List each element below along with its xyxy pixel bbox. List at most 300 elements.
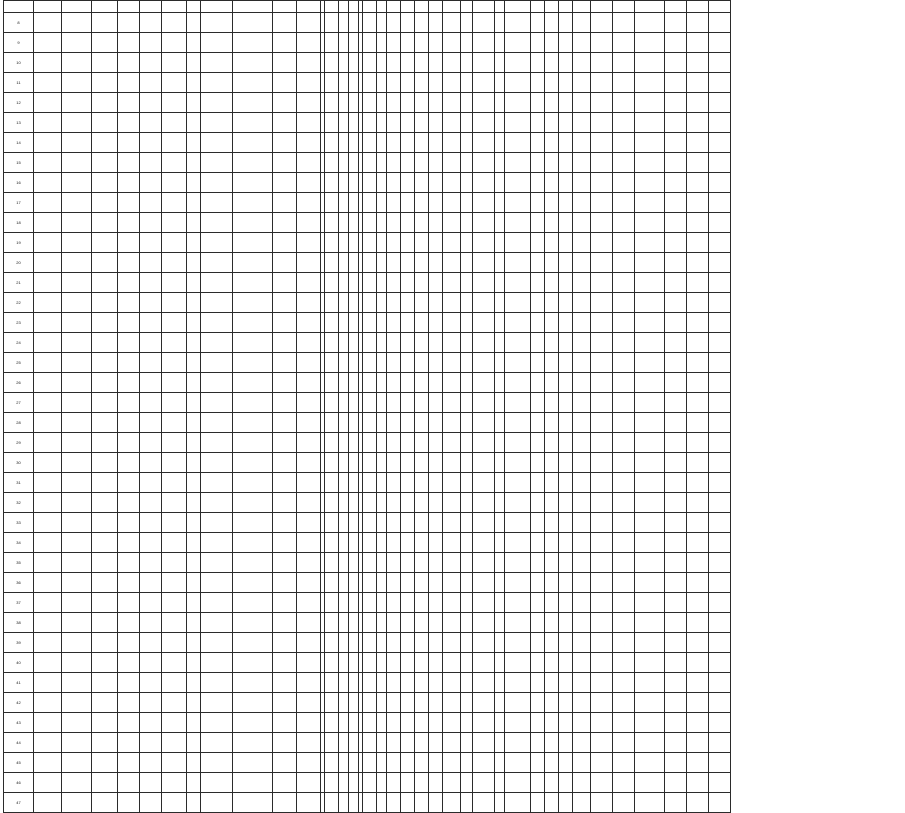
table-cell: [613, 433, 635, 453]
table-cell: [443, 353, 461, 373]
table-cell: [118, 273, 140, 293]
table-cell: [349, 53, 359, 73]
table-cell: [118, 533, 140, 553]
table-cell: [401, 1, 415, 13]
table-cell: [297, 1, 321, 13]
table-cell: [545, 153, 559, 173]
table-cell: [233, 193, 273, 213]
table-cell: [349, 233, 359, 253]
table-cell: [377, 653, 387, 673]
table-cell: [34, 593, 62, 613]
table-cell: [559, 333, 573, 353]
table-cell: [495, 193, 505, 213]
table-cell: [415, 13, 429, 33]
table-cell: [461, 33, 473, 53]
table-cell: [349, 293, 359, 313]
table-cell: [297, 173, 321, 193]
table-cell: [162, 93, 187, 113]
table-cell: [635, 713, 665, 733]
table-cell: [709, 493, 731, 513]
table-cell: [531, 733, 545, 753]
table-cell: [495, 633, 505, 653]
table-cell: [325, 793, 339, 813]
table-row: [4, 13, 731, 33]
table-cell: [461, 253, 473, 273]
table-cell: [443, 213, 461, 233]
table-cell: [187, 533, 201, 553]
table-cell: [709, 113, 731, 133]
table-cell: [325, 73, 339, 93]
table-cell: [591, 153, 613, 173]
table-cell: [92, 293, 118, 313]
table-cell: [349, 73, 359, 93]
table-cell: [140, 53, 162, 73]
table-cell: 22: [4, 293, 34, 313]
table-cell: [62, 253, 92, 273]
table-cell: [349, 33, 359, 53]
table-cell: [273, 93, 297, 113]
table-cell: [325, 473, 339, 493]
table-cell: [613, 133, 635, 153]
table-cell: [415, 353, 429, 373]
table-cell: [443, 413, 461, 433]
table-cell: [339, 653, 349, 673]
table-cell: [34, 633, 62, 653]
table-cell: [339, 573, 349, 593]
table-cell: [531, 713, 545, 733]
table-cell: [118, 613, 140, 633]
table-cell: [591, 213, 613, 233]
table-cell: [162, 153, 187, 173]
table-cell: [387, 1, 401, 13]
table-cell: [339, 113, 349, 133]
table-cell: [495, 513, 505, 533]
table-cell: [201, 573, 233, 593]
table-cell: [443, 553, 461, 573]
table-cell: [495, 573, 505, 593]
table-row: [4, 533, 731, 553]
table-cell: [162, 113, 187, 133]
table-cell: [687, 673, 709, 693]
table-cell: [363, 693, 377, 713]
data-table: [3, 0, 731, 813]
table-cell: [709, 733, 731, 753]
table-cell: [665, 493, 687, 513]
table-cell: [505, 633, 531, 653]
table-cell: [297, 453, 321, 473]
table-cell: [34, 173, 62, 193]
table-cell: [297, 233, 321, 253]
table-cell: [473, 633, 495, 653]
table-row: [4, 673, 731, 693]
table-cell: [573, 113, 591, 133]
table-cell: [162, 353, 187, 373]
table-cell: 16: [4, 173, 34, 193]
table-cell: [545, 1, 559, 13]
table-cell: [573, 453, 591, 473]
table-cell: [709, 173, 731, 193]
table-cell: [92, 493, 118, 513]
table-cell: [495, 673, 505, 693]
table-cell: [613, 613, 635, 633]
table-cell: [559, 93, 573, 113]
table-cell: [443, 133, 461, 153]
table-cell: [591, 293, 613, 313]
table-cell: [162, 613, 187, 633]
table-cell: [443, 733, 461, 753]
table-cell: [363, 193, 377, 213]
table-cell: [473, 193, 495, 213]
table-cell: [297, 473, 321, 493]
table-cell: [201, 113, 233, 133]
table-cell: [573, 33, 591, 53]
table-cell: [339, 513, 349, 533]
table-cell: [429, 153, 443, 173]
table-cell: [443, 313, 461, 333]
table-cell: [709, 613, 731, 633]
table-cell: [34, 733, 62, 753]
table-cell: [573, 633, 591, 653]
table-cell: [709, 273, 731, 293]
table-cell: [349, 13, 359, 33]
table-cell: [429, 793, 443, 813]
table-cell: [473, 213, 495, 233]
table-cell: [297, 373, 321, 393]
table-cell: [118, 53, 140, 73]
table-cell: [613, 633, 635, 653]
table-cell: [201, 73, 233, 93]
table-row: [4, 73, 731, 93]
table-cell: [495, 473, 505, 493]
table-cell: [573, 553, 591, 573]
table-cell: [573, 593, 591, 613]
table-cell: [505, 693, 531, 713]
table-cell: [325, 33, 339, 53]
table-cell: [545, 333, 559, 353]
table-cell: [34, 473, 62, 493]
table-cell: [635, 513, 665, 533]
table-cell: [297, 713, 321, 733]
table-cell: [118, 13, 140, 33]
table-cell: [339, 33, 349, 53]
table-cell: [118, 593, 140, 613]
table-cell: [401, 93, 415, 113]
table-cell: [363, 333, 377, 353]
table-cell: [92, 113, 118, 133]
table-cell: [635, 753, 665, 773]
table-cell: [709, 73, 731, 93]
table-cell: [201, 393, 233, 413]
table-cell: [635, 313, 665, 333]
table-cell: [92, 393, 118, 413]
table-cell: [4, 1, 34, 13]
table-cell: [495, 373, 505, 393]
table-cell: [387, 473, 401, 493]
table-cell: [201, 193, 233, 213]
table-cell: [62, 213, 92, 233]
table-cell: [363, 313, 377, 333]
table-cell: [62, 653, 92, 673]
table-cell: [118, 313, 140, 333]
table-cell: [363, 513, 377, 533]
table-cell: [665, 473, 687, 493]
table-cell: [461, 413, 473, 433]
table-cell: [401, 13, 415, 33]
table-cell: [387, 13, 401, 33]
table-cell: [187, 233, 201, 253]
table-cell: [297, 653, 321, 673]
table-cell: [401, 553, 415, 573]
table-cell: [505, 333, 531, 353]
table-cell: [613, 793, 635, 813]
table-cell: [92, 573, 118, 593]
table-cell: [363, 353, 377, 373]
table-cell: [505, 353, 531, 373]
table-cell: [505, 593, 531, 613]
table-cell: [118, 493, 140, 513]
table-cell: [687, 353, 709, 373]
table-cell: [495, 13, 505, 33]
table-cell: [92, 153, 118, 173]
table-cell: [635, 453, 665, 473]
table-cell: [349, 473, 359, 493]
table-cell: [401, 293, 415, 313]
table-cell: [377, 193, 387, 213]
table-cell: [473, 753, 495, 773]
table-cell: [591, 433, 613, 453]
table-row: [4, 693, 731, 713]
table-cell: [687, 413, 709, 433]
table-cell: [687, 493, 709, 513]
table-cell: [415, 753, 429, 773]
table-cell: [297, 313, 321, 333]
table-cell: [635, 593, 665, 613]
table-cell: [297, 393, 321, 413]
table-cell: [62, 113, 92, 133]
table-cell: [387, 653, 401, 673]
table-cell: [273, 673, 297, 693]
table-cell: [415, 193, 429, 213]
table-cell: [349, 793, 359, 813]
table-cell: [635, 553, 665, 573]
table-cell: [297, 693, 321, 713]
table-cell: [233, 793, 273, 813]
table-cell: [545, 93, 559, 113]
table-cell: [613, 713, 635, 733]
table-cell: [709, 193, 731, 213]
table-cell: [140, 673, 162, 693]
table-cell: [461, 1, 473, 13]
table-cell: [461, 733, 473, 753]
table-cell: [635, 253, 665, 273]
table-cell: [273, 53, 297, 73]
table-cell: [118, 733, 140, 753]
table-cell: 12: [4, 93, 34, 113]
table-cell: [559, 653, 573, 673]
table-cell: [613, 293, 635, 313]
table-cell: [162, 513, 187, 533]
table-cell: [363, 373, 377, 393]
table-cell: [62, 313, 92, 333]
table-cell: [339, 433, 349, 453]
table-cell: [377, 73, 387, 93]
table-cell: [559, 13, 573, 33]
table-cell: [339, 313, 349, 333]
table-cell: [461, 493, 473, 513]
table-cell: [339, 133, 349, 153]
table-cell: [140, 453, 162, 473]
table-cell: [62, 53, 92, 73]
table-cell: [273, 633, 297, 653]
table-cell: [339, 273, 349, 293]
table-cell: [687, 173, 709, 193]
table-cell: [709, 433, 731, 453]
table-cell: [92, 793, 118, 813]
table-cell: [613, 173, 635, 193]
table-cell: [573, 513, 591, 533]
table-cell: 43: [4, 713, 34, 733]
table-cell: [461, 713, 473, 733]
table-cell: [531, 553, 545, 573]
table-cell: 31: [4, 473, 34, 493]
table-cell: [613, 653, 635, 673]
table-cell: 29: [4, 433, 34, 453]
table-cell: [495, 793, 505, 813]
table-cell: [118, 653, 140, 673]
table-cell: [401, 693, 415, 713]
table-cell: [62, 613, 92, 633]
table-cell: [443, 293, 461, 313]
table-cell: [687, 473, 709, 493]
table-cell: [187, 193, 201, 213]
table-cell: [505, 193, 531, 213]
table-cell: [545, 673, 559, 693]
table-cell: [573, 93, 591, 113]
table-cell: [34, 73, 62, 93]
table-cell: [325, 773, 339, 793]
table-row: [4, 553, 731, 573]
table-cell: [273, 1, 297, 13]
table-cell: [591, 1, 613, 13]
table-cell: [187, 73, 201, 93]
table-cell: [545, 633, 559, 653]
table-cell: [573, 393, 591, 413]
table-cell: [377, 273, 387, 293]
table-cell: [687, 693, 709, 713]
table-cell: [233, 93, 273, 113]
table-cell: [709, 153, 731, 173]
table-row: [4, 153, 731, 173]
table-cell: [429, 473, 443, 493]
table-cell: [363, 53, 377, 73]
table-cell: [709, 253, 731, 273]
table-cell: [92, 93, 118, 113]
table-cell: [687, 653, 709, 673]
table-cell: [162, 193, 187, 213]
table-cell: [140, 413, 162, 433]
table-cell: [273, 613, 297, 633]
table-cell: [297, 513, 321, 533]
table-cell: [325, 153, 339, 173]
table-cell: [201, 413, 233, 433]
table-cell: [531, 133, 545, 153]
table-cell: [473, 573, 495, 593]
table-cell: 23: [4, 313, 34, 333]
table-cell: [233, 173, 273, 193]
table-cell: [545, 533, 559, 553]
table-cell: [140, 553, 162, 573]
table-cell: [34, 533, 62, 553]
table-cell: [709, 213, 731, 233]
table-cell: [201, 753, 233, 773]
table-cell: [363, 293, 377, 313]
table-cell: [591, 333, 613, 353]
table-cell: [531, 353, 545, 373]
table-cell: [613, 493, 635, 513]
table-cell: [443, 373, 461, 393]
table-cell: [233, 373, 273, 393]
table-cell: [613, 273, 635, 293]
table-cell: [687, 373, 709, 393]
table-cell: 25: [4, 353, 34, 373]
table-cell: 28: [4, 413, 34, 433]
table-cell: [273, 213, 297, 233]
table-cell: [162, 473, 187, 493]
table-cell: [531, 453, 545, 473]
table-cell: 19: [4, 233, 34, 253]
table-cell: [339, 373, 349, 393]
table-cell: [531, 633, 545, 653]
table-cell: [461, 773, 473, 793]
table-cell: [118, 93, 140, 113]
table-cell: [635, 573, 665, 593]
table-cell: [363, 773, 377, 793]
table-cell: [34, 333, 62, 353]
table-cell: [505, 213, 531, 233]
table-row: [4, 233, 731, 253]
table-cell: [273, 553, 297, 573]
table-cell: [92, 1, 118, 13]
table-cell: [473, 233, 495, 253]
table-cell: [118, 413, 140, 433]
table-cell: [34, 113, 62, 133]
table-cell: [339, 633, 349, 653]
table-cell: [461, 213, 473, 233]
table-cell: [461, 693, 473, 713]
table-cell: [140, 393, 162, 413]
table-cell: [387, 173, 401, 193]
table-cell: [201, 373, 233, 393]
table-cell: [162, 73, 187, 93]
table-cell: [461, 333, 473, 353]
table-cell: [325, 213, 339, 233]
table-cell: [443, 473, 461, 493]
table-cell: [531, 793, 545, 813]
table-cell: [363, 613, 377, 633]
table-cell: [443, 233, 461, 253]
table-cell: [473, 153, 495, 173]
table-cell: [92, 273, 118, 293]
table-cell: [387, 553, 401, 573]
table-cell: [349, 1, 359, 13]
table-cell: [429, 113, 443, 133]
table-cell: [162, 773, 187, 793]
table-cell: [401, 213, 415, 233]
table-row: [4, 773, 731, 793]
table-cell: [443, 253, 461, 273]
table-row: [4, 793, 731, 813]
table-cell: [443, 613, 461, 633]
